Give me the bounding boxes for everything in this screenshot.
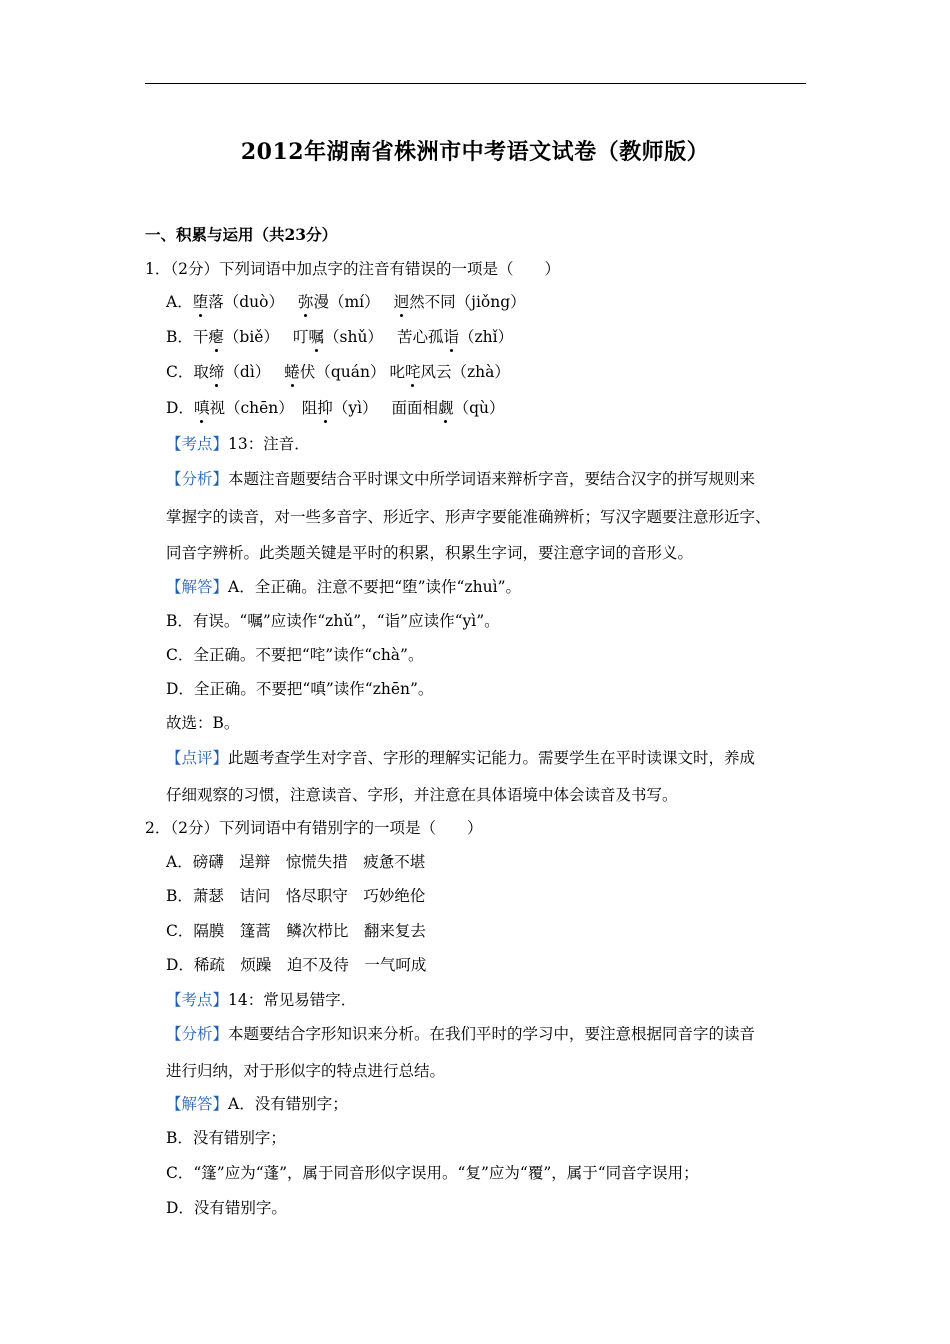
- q2-option-c: C．隔膜 篷蒿 鳞次栉比 翻来复去: [166, 922, 426, 940]
- q2-kaodian: 【考点】14：常见易错字．: [166, 991, 357, 1009]
- q1-stem: 1．（2分）下列词语中加点字的注音有错误的一项是（ ）: [145, 260, 560, 278]
- q1-jieda-4: D．全正确。不要把“嗔”读作“zhēn”。: [166, 680, 434, 698]
- q1-kaodian: 【考点】13：注音．: [166, 435, 310, 453]
- q1-option-a: A．堕落（duò） 弥漫（mí） 迥然不同（jiǒng）: [166, 293, 526, 311]
- q1-jieda-2: B．有误。“嘱”应读作“zhǔ”，“诣”应读作“yì”。: [166, 612, 500, 630]
- q2-jieda-2: B．没有错别字；: [166, 1129, 286, 1147]
- q1-dianping: 【点评】此题考查学生对字音、字形的理解实记能力。需要学生在平时读课文时，养成: [166, 749, 756, 767]
- q2-jieda-3: C．“篷”应为“蓬”，属于同音形似字误用。“复”应为“覆”，属于“同音字误用；: [166, 1164, 699, 1182]
- q1-jieda: 【解答】A．全正确。注意不要把“堕”读作“zhuì”。: [166, 578, 521, 596]
- q2-jieda-4: D．没有错别字。: [166, 1199, 287, 1217]
- q1-fenxi-3: 同音字辨析。此类题关键是平时的积累，积累生字词，要注意字词的音形义。: [166, 544, 694, 562]
- q2-option-d: D．稀疏 烦躁 迫不及待 一气呵成: [166, 956, 427, 974]
- q1-option-b: B．干瘪（biě） 叮嘱（shǔ） 苦心孤诣（zhǐ）: [166, 328, 514, 346]
- q1-answer: 故选：B。: [166, 714, 240, 732]
- q2-fenxi: 【分析】本题要结合字形知识来分析。在我们平时的学习中，要注意根据同音字的读音: [166, 1025, 756, 1043]
- q2-stem: 2．（2分）下列词语中有错别字的一项是（ ）: [145, 819, 483, 837]
- q2-option-b: B．萧瑟 诘问 恪尽职守 巧妙绝伦: [166, 887, 426, 905]
- header-rule: [145, 83, 806, 84]
- q1-option-d: D．嗔视（chēn） 阻抑（yì） 面面相觑（qù）: [166, 399, 505, 417]
- q1-option-c: C．取缔（dì） 蜷伏（quán） 叱咤风云（zhà）: [166, 363, 510, 381]
- q2-jieda: 【解答】A．没有错别字；: [166, 1095, 348, 1113]
- page-title: 2012年湖南省株洲市中考语文试卷（教师版）: [240, 139, 710, 165]
- q1-fenxi: 【分析】本题注音题要结合平时课文中所学词语来辩析字音，要结合汉字的拼写规则来: [166, 470, 756, 488]
- q1-jieda-3: C．全正确。不要把“咤”读作“chà”。: [166, 646, 424, 664]
- section-heading: 一、积累与运用（共23分）: [145, 225, 338, 244]
- q1-fenxi-2: 掌握字的读音，对一些多音字、形近字、形声字要能准确辨析；写汉字题要注意形近字、: [166, 508, 771, 526]
- q2-fenxi-2: 进行归纳，对于形似字的特点进行总结。: [166, 1062, 446, 1080]
- q1-dianping-2: 仔细观察的习惯，注意读音、字形，并注意在具体语境中体会读音及书写。: [166, 786, 678, 804]
- q2-option-a: A．磅礴 逞辩 惊慌失措 疲惫不堪: [166, 853, 426, 871]
